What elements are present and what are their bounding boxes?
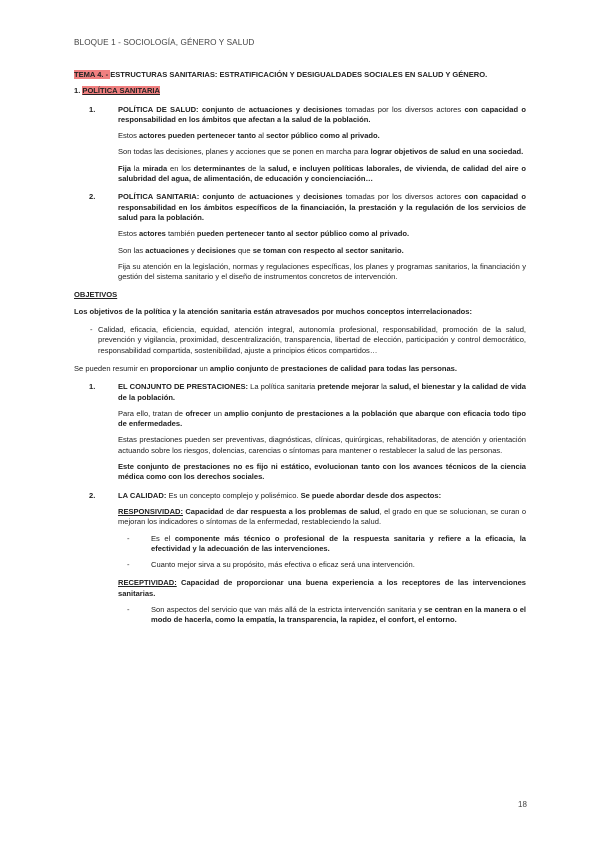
paragraph: Estos actores pueden pertenecer tanto al sector público como al privado. bbox=[118, 131, 380, 141]
objetivos-summary: Se pueden resumir en proporcionar un amplio conjunto de prestaciones de calidad para todas las personas. bbox=[74, 363, 457, 373]
page-header: BLOQUE 1 - SOCIOLOGÍA, GÉNERO Y SALUD bbox=[74, 38, 255, 47]
paragraph: Son todas las decisiones, planes y acciones que se ponen en marcha para lograr objetivos de salud en una sociedad. bbox=[118, 147, 524, 157]
list-item-calidad: 2. LA CALIDAD: Es un concepto complejo y polisémico. Se puede abordar desde dos aspectos: bbox=[89, 490, 442, 500]
section-heading: 1. POLÍTICA SANITARIA bbox=[74, 86, 160, 96]
sub-list-item: - Cuanto mejor sirva a su propósito, más efectiva o eficaz será una intervención. bbox=[127, 560, 415, 570]
objetivos-intro: Los objetivos de la política y la atención sanitaria están atravesados por muchos conceptos interrelacionados: bbox=[74, 306, 473, 316]
section-title: POLÍTICA SANITARIA bbox=[82, 86, 160, 96]
page-number: 18 bbox=[518, 800, 527, 809]
receptividad-paragraph: RECEPTIVIDAD: Capacidad de proporcionar una buena experiencia a los receptores de las intervenciones sanitarias. bbox=[118, 578, 526, 598]
responsividad-paragraph: RESPONSIVIDAD: Capacidad de dar respuesta a los problemas de salud, el grado en que se solucionan, se curan o mejoran los indicadores o síntomas de la enfermedad, restableciendo la salud. bbox=[118, 506, 527, 527]
paragraph: Para ello, tratan de ofrecer un amplio conjunto de prestaciones a la población que abarque con eficacia todo tipo de enfermedades. bbox=[118, 408, 526, 429]
topic-label: TEMA 4. bbox=[74, 70, 104, 79]
paragraph: Estas prestaciones pueden ser preventivas, diagnósticas, clínicas, quirúrgicas, rehabilitadoras, de atención y orientación actuando sobre los riesgos, dolencias, carencias o síntomas para mantener o restablecer la salud de las personas. bbox=[118, 435, 526, 455]
list-item-prestaciones: 1. EL CONJUNTO DE PRESTACIONES: La política sanitaria pretende mejorar la salud, el bienestar y la calidad de vida de la población. bbox=[89, 382, 526, 402]
objetivos-heading: OBJETIVOS bbox=[74, 290, 118, 300]
paragraph: Estos actores también pueden pertenecer tanto al sector público como al privado. bbox=[118, 229, 410, 239]
list-item-politica-salud: 1. POLÍTICA DE SALUD: conjunto de actuaciones y decisiones tomadas por los diversos actores con capacidad o responsabilidad en los ámbitos que afectan a la salud de la población. bbox=[89, 104, 527, 124]
paragraph: Fija la mirada en los determinantes de la salud, e incluyen políticas laborales, de vivienda, de calidad del aire o salubridad del agua, de alimentación, de educación y concienciación… bbox=[118, 163, 526, 184]
paragraph: Son las actuaciones y decisiones que se toman con respecto al sector sanitario. bbox=[118, 245, 404, 255]
sub-list-item: - Es el componente más técnico o profesional de la respuesta sanitaria y refiere a la eficacia, la efectividad y la adecuación de las intervenciones. bbox=[127, 533, 526, 553]
topic-title: TEMA 4. - ESTRUCTURAS SANITARIAS: ESTRATIFICACIÓN Y DESIGUALDADES SOCIALES EN SALUD Y GÉNERO. bbox=[74, 70, 488, 79]
paragraph: Este conjunto de prestaciones no es fijo ni estático, evolucionan tanto con los avances técnicos de la ciencia médica como con los derechos sociales. bbox=[118, 462, 526, 482]
page-content bbox=[74, 70, 526, 626]
paragraph: Fija su atención en la legislación, normas y regulaciones específicas, los planes y programas sanitarios, la financiación y gestión del sistema sanitario y el diseño de instrumentos concretos de intervención. bbox=[118, 261, 526, 282]
list-item-politica-sanitaria: 2. POLÍTICA SANITARIA: conjunto de actuaciones y decisiones tomadas por los diversos actores con capacidad o responsabilidad en los ámbitos específicos de la financiación, la prestación y la regulación de los servicios de salud para la población. bbox=[89, 192, 527, 222]
sub-list-item: - Son aspectos del servicio que van más allá de la estricta intervención sanitaria y se centran en la manera o el modo de hacerla, como la empatía, la transparencia, la rapidez, el confort, el entorno. bbox=[127, 604, 526, 625]
objetivos-list: - Calidad, eficacia, eficiencia, equidad, atención integral, autonomía profesional, responsabilidad, promoción de la salud, prevención y vigilancia, proximidad, descentralización, transparencia, libertad de elección, participación y control democrático, responsabilidad compartida, sostenibilidad, ajuste a principios éticos compartidos… bbox=[90, 325, 526, 355]
